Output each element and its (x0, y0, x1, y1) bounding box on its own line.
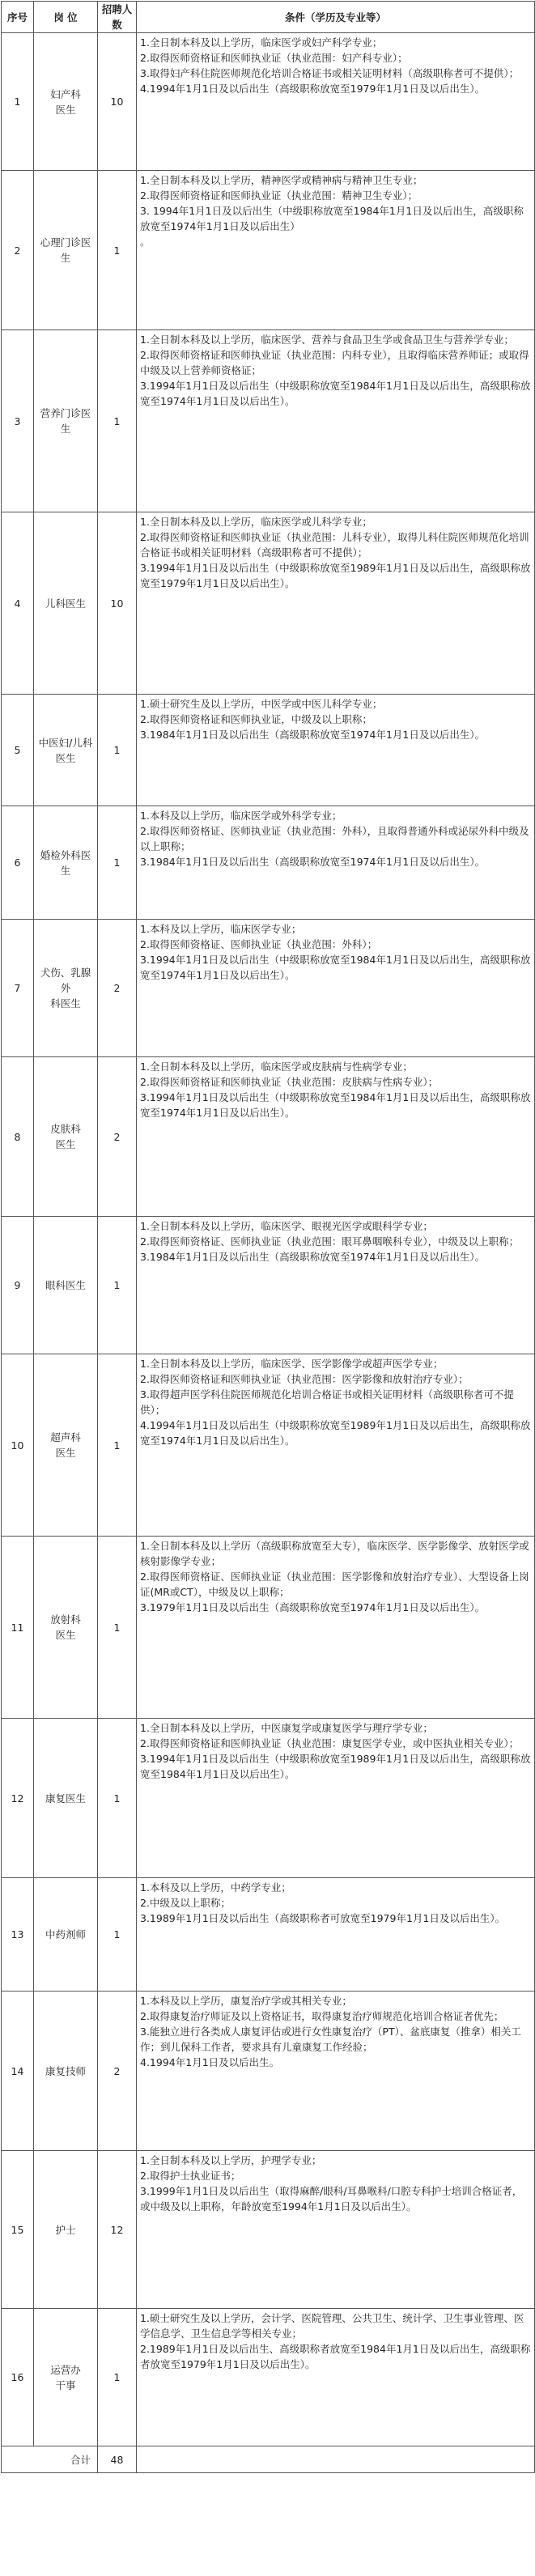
row-post: 运营办 干事 (34, 2309, 98, 2446)
row-count: 1 (98, 806, 137, 920)
table-row (2, 1992, 535, 2151)
row-conditions (137, 1354, 535, 1537)
condition-line: 1.本科及以上学历，康复治疗学或其相关专业； (140, 1995, 352, 2007)
condition-line: 2.取得医师资格证和医师执业证，中级及以上职称； (140, 713, 372, 725)
row-post: 护士 (34, 2151, 98, 2309)
row-number: 7 (2, 920, 34, 1057)
row-conditions (137, 2309, 535, 2446)
row-post: 超声科 医生 (34, 1354, 98, 1537)
row-count: 10 (98, 512, 137, 695)
total-label: 合计 (2, 2446, 98, 2473)
row-post: 康复技师 (34, 1992, 98, 2151)
condition-line: 2.取得医师资格证、医师执业证（执业范围：医学影像和放射治疗专业）、大型设备上岗证(MR或CT），中级及以上职称； (140, 1571, 529, 1598)
row-post: 放射科 医生 (34, 1537, 98, 1719)
table-row (2, 806, 535, 920)
row-number: 11 (2, 1537, 34, 1719)
table-row (2, 1878, 535, 1992)
row-number: 2 (2, 171, 34, 330)
row-count: 2 (98, 1057, 137, 1217)
table-row (2, 2151, 535, 2309)
row-number: 14 (2, 1992, 34, 2151)
row-number: 4 (2, 512, 34, 695)
row-post: 犬伤、乳腺外 科医生 (34, 920, 98, 1057)
row-count: 1 (98, 171, 137, 330)
condition-line: 2.取得医师资格证、医师执业证（执业范围：外科）； (140, 938, 378, 950)
condition-line: 2.取得医师资格证和医师执业证（执业范围：妇产科专业）； (140, 52, 408, 64)
table-row (2, 2309, 535, 2446)
row-conditions (137, 1719, 535, 1878)
row-post: 皮肤科 医生 (34, 1057, 98, 1217)
table-row (2, 1537, 535, 1719)
condition-line: 1.本科及以上学历，临床医学或外科学专业； (140, 810, 342, 822)
row-number: 1 (2, 33, 34, 171)
total-count: 48 (98, 2446, 137, 2473)
condition-line: 2.1989年1月1日及以后出生、高级职称者放宽至1984年1月1日及以后出生，高级职称者放宽至1979年1月1日及以后出生）。 (140, 2343, 531, 2370)
condition-line: 1.全日制本科及以上学历（高级职称放宽至大专），临床医学、医学影像学、放射医学或核射影像学专业； (140, 1540, 529, 1567)
condition-line: 4.1994年1月1日及以后出生（高级职称放宽至1979年1月1日及以后出生）。 (140, 83, 486, 95)
row-conditions (137, 806, 535, 920)
condition-line: 1.全日制本科及以上学历，护理学专业； (140, 2154, 322, 2166)
row-conditions (137, 695, 535, 806)
condition-line: 3.1994年1月1日及以后出生（中级职称放宽至1984年1月1日及以后出生，高级职称放宽至1974年1月1日及以后出生）。 (140, 1091, 531, 1119)
row-count: 12 (98, 2151, 137, 2309)
header-post: 岗 位 (34, 2, 98, 33)
row-conditions (137, 171, 535, 330)
table-row (2, 1719, 535, 1878)
condition-line: 2.取得康复治疗师证及以上资格证书，取得康复治疗师规范化培训合格证者优先； (140, 2010, 504, 2022)
table-row (2, 512, 535, 695)
recruitment-table (1, 1, 535, 2473)
total-empty (137, 2446, 535, 2473)
row-conditions (137, 2151, 535, 2309)
condition-line: 1.全日制本科及以上学历，临床医学、眼视光医学或眼科学专业； (140, 1220, 433, 1232)
condition-line: 3.取得超声医学科住院医师规范化培训合格证书或相关证明材料（高级职称者可不提供）； (140, 1388, 514, 1416)
condition-line: 3.1989年1月1日及以后出生（高级职称者可放宽至1979年1月1日及以后出生）。 (140, 1912, 506, 1924)
table-row (2, 33, 535, 171)
condition-line: 2.中级及以上职称； (140, 1897, 231, 1909)
condition-line: 3.1994年1月1日及以后出生（中级职称放宽至1984年1月1日及以后出生，高级职称放宽至1974年1月1日及以后出生）。 (140, 954, 531, 981)
condition-line: 2.取得医师资格证和医师执业证（执业范围：精神卫生专业）； (140, 189, 418, 202)
row-number: 12 (2, 1719, 34, 1878)
condition-line: 3.1994年1月1日及以后出生（中级职称放宽至1989年1月1日及以后出生，高级职称放宽至1984年1月1日及以后出生）。 (140, 1753, 531, 1780)
condition-line: 1.全日制本科及以上学历，临床医学或儿科学专业； (140, 516, 372, 528)
row-count: 1 (98, 1537, 137, 1719)
row-count: 2 (98, 1992, 137, 2151)
condition-line: 2.取得医师资格证和医师执业证（执业范围：皮肤病与性病专业）； (140, 1076, 439, 1088)
row-conditions (137, 1992, 535, 2151)
table-row (2, 695, 535, 806)
condition-line: 2.取得护士执业证书； (140, 2170, 241, 2182)
row-post: 心理门诊医生 (34, 171, 98, 330)
row-number: 3 (2, 330, 34, 512)
row-conditions (137, 330, 535, 512)
table-row (2, 1217, 535, 1354)
row-post: 婚检外科医生 (34, 806, 98, 920)
row-number: 8 (2, 1057, 34, 1217)
row-count: 1 (98, 1878, 137, 1992)
condition-line: 1.硕士研究生及以上学历，会计学、医院管理、公共卫生、统计学、卫生事业管理、医学信息学、卫生信息学等相关专业； (140, 2312, 524, 2340)
condition-line: 1.全日制本科及以上学历，临床医学或妇产科学专业； (140, 36, 383, 49)
row-conditions (137, 1057, 535, 1217)
row-post: 妇产科 医生 (34, 33, 98, 171)
row-count: 1 (98, 1217, 137, 1354)
condition-line: 1.全日制本科及以上学历，中医康复学或康复医学与理疗学专业； (140, 1722, 433, 1734)
condition-line: 2.取得医师资格证和医师执业证（执业范围：儿科专业），取得儿科住院医师规范化培训合格证书或相关证明材料（高级职称者可不提供）； (140, 531, 529, 559)
table-row (2, 1057, 535, 1217)
row-number: 13 (2, 1878, 34, 1992)
row-post: 营养门诊医生 (34, 330, 98, 512)
condition-line: 2.取得医师资格证和医师执业证（执业范围：医学影像和放射治疗专业）； (140, 1373, 469, 1385)
condition-line: 。 (140, 236, 151, 248)
condition-line: 1.全日制本科及以上学历，临床医学或皮肤病与性病学专业； (140, 1061, 413, 1073)
condition-line: 2.取得医师资格证、医师执业证（执业范围：眼耳鼻咽喉科专业），中级及以上职称； (140, 1235, 520, 1248)
condition-line: 1.全日制本科及以上学历，精神医学或精神病与精神卫生专业； (140, 174, 423, 186)
row-number: 15 (2, 2151, 34, 2309)
condition-line: 1.本科及以上学历，中药学专业； (140, 1881, 291, 1894)
condition-line: 3.1999年1月1日及以后出生（取得麻醉/眼科/耳鼻喉科/口腔专科护士培训合格证者，或中级及以上职称，年龄放宽至1994年1月1日及以后出生）。 (140, 2185, 523, 2213)
header-cond: 条件（学历及专业等） (137, 2, 535, 33)
condition-line: 4.1994年1月1日及以后出生。 (140, 2056, 280, 2068)
row-post: 眼科医生 (34, 1217, 98, 1354)
condition-line: 3.1984年1月1日及以后出生（高级职称放宽至1974年1月1日及以后出生）。 (140, 856, 486, 868)
row-conditions (137, 33, 535, 171)
condition-line: 4.1994年1月1日及以后出生（中级职称放宽至1989年1月1日及以后出生，高级职称放宽至1974年1月1日及以后出生）。 (140, 1419, 531, 1447)
table-row (2, 330, 535, 512)
total-row (2, 2446, 535, 2473)
condition-line: 3.1984年1月1日及以后出生（高级职称放宽至1974年1月1日及以后出生）。 (140, 1251, 486, 1263)
condition-line: 1.全日制本科及以上学历，临床医学、医学影像学或超声医学专业； (140, 1358, 444, 1370)
row-number: 5 (2, 695, 34, 806)
condition-line: 2.取得医师资格证和医师执业证（执业范围：康复医学专业，或中医执业相关专业）； (140, 1737, 520, 1749)
row-post: 康复医生 (34, 1719, 98, 1878)
row-number: 6 (2, 806, 34, 920)
row-count: 1 (98, 1719, 137, 1878)
row-count: 1 (98, 330, 137, 512)
row-count: 2 (98, 920, 137, 1057)
table-row (2, 171, 535, 330)
row-conditions (137, 1878, 535, 1992)
row-post: 中医妇/儿科 医生 (34, 695, 98, 806)
row-conditions (137, 1537, 535, 1719)
condition-line: 1.硕士研究生及以上学历，中医学或中医儿科学专业； (140, 698, 383, 710)
condition-line: 3.1994年1月1日及以后出生（中级职称放宽至1989年1月1日及以后出生，高级职称放宽至1979年1月1日及以后出生）。 (140, 562, 531, 589)
condition-line: 2.取得医师资格证和医师执业证（执业范围：内科专业），且取得临床营养师证；或取得中级及以上营养师资格证； (140, 349, 529, 376)
row-post: 儿科医生 (34, 512, 98, 695)
condition-line: 1.全日制本科及以上学历，临床医学、营养与食品卫生学或食品卫生与营养学专业； (140, 334, 514, 346)
condition-line: 3. 1994年1月1日及以后出生（中级职称放宽至1984年1月1日及以后出生，高级职称放宽至1974年1月1日及以后出生） (140, 205, 524, 232)
row-conditions (137, 1217, 535, 1354)
table-row (2, 920, 535, 1057)
row-count: 1 (98, 2309, 137, 2446)
row-post: 中药剂师 (34, 1878, 98, 1992)
condition-line: 3.1979年1月1日及以后出生（高级职称放宽至1974年1月1日及以后出生）。 (140, 1601, 486, 1613)
row-conditions (137, 920, 535, 1057)
row-number: 16 (2, 2309, 34, 2446)
row-count: 1 (98, 1354, 137, 1537)
condition-line: 2.取得医师资格证、医师执业证（执业范围：外科），且取得普通外科或泌尿外科中级及以上职称； (140, 825, 529, 852)
row-number: 10 (2, 1354, 34, 1537)
header-count: 招聘人数 (98, 2, 137, 33)
condition-line: 3.能独立进行各类成人康复评估或进行女性康复治疗（PT）、盆底康复（推拿）相关工作；到儿保科工作者，要求具有儿童康复工作经验； (140, 2026, 521, 2053)
row-count: 1 (98, 695, 137, 806)
header-no: 序号 (2, 2, 34, 33)
header-row (2, 2, 535, 33)
row-number: 9 (2, 1217, 34, 1354)
table-row (2, 1354, 535, 1537)
row-conditions (137, 512, 535, 695)
row-count: 10 (98, 33, 137, 171)
condition-line: 3.1984年1月1日及以后出生（高级职称放宽至1974年1月1日及以后出生）。 (140, 729, 486, 741)
condition-line: 3.1994年1月1日及以后出生（中级职称放宽至1984年1月1日及以后出生，高级职称放宽至1974年1月1日及以后出生）。 (140, 380, 531, 407)
condition-line: 1.本科及以上学历，临床医学专业； (140, 923, 302, 935)
condition-line: 3.取得妇产科住院医师规范化培训合格证书或相关证明材料（高级职称者可不提供）； (140, 67, 520, 79)
